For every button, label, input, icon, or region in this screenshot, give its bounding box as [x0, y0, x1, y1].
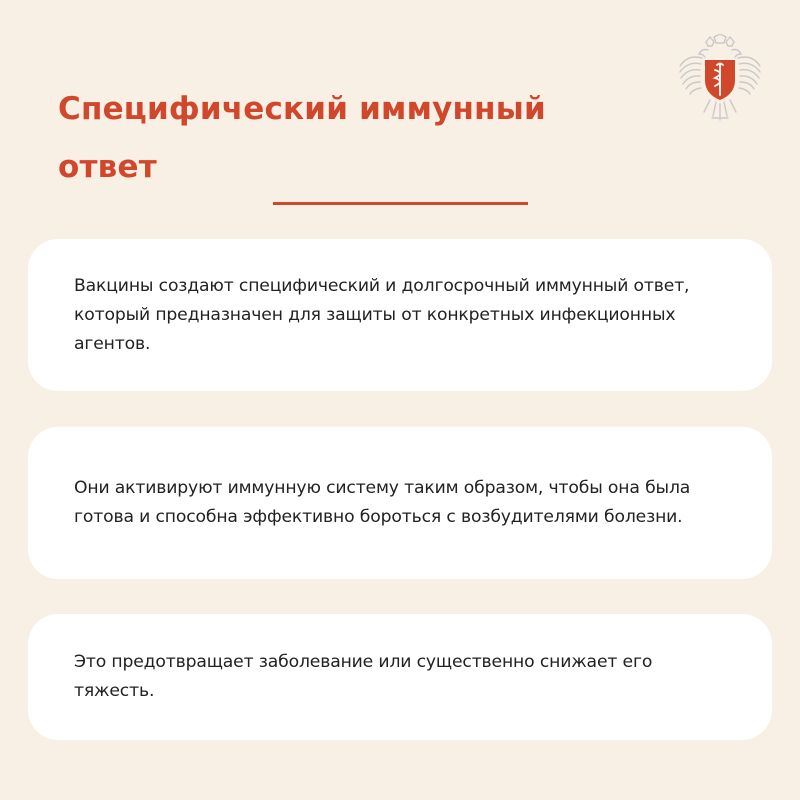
card-text: Вакцины создают специфический и долгосрочный иммунный ответ, который предназначен для защиты от конкретных инфекционных агентов. [74, 275, 690, 354]
eagle-emblem-icon [676, 34, 764, 126]
card-text: Они активируют иммунную систему таким образом, чтобы она была готова и способна эффективно бороться с возбудителями болезни. [74, 478, 691, 527]
title-divider [273, 202, 528, 205]
info-card [28, 427, 772, 579]
info-card [28, 239, 772, 391]
info-card [28, 614, 772, 740]
card-text: Это предотвращает заболевание или существенно снижает его тяжесть. [74, 652, 653, 701]
page-title: Специфический иммунный ответ [58, 91, 546, 185]
